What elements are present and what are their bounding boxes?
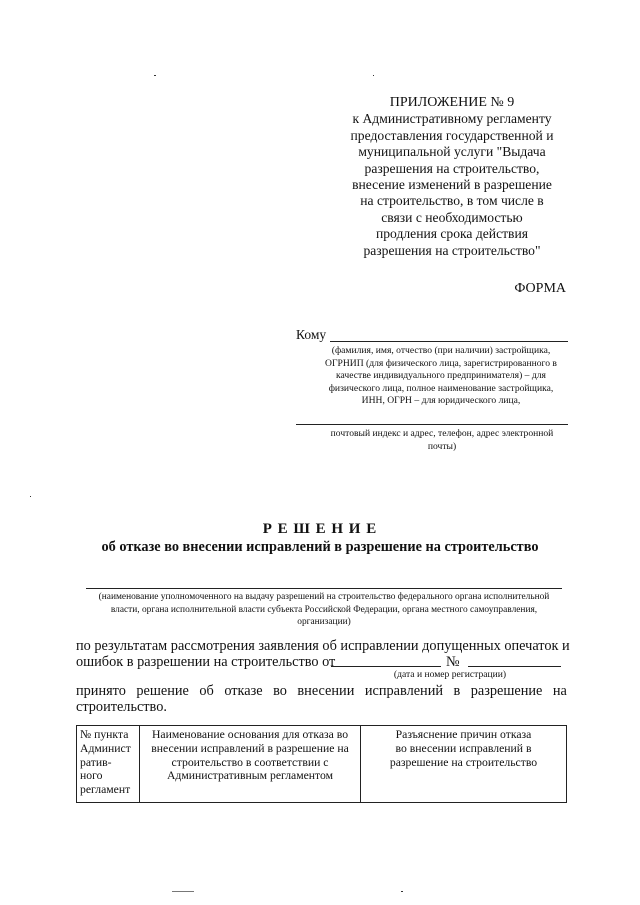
decision-statement (76, 683, 567, 699)
cell-line: Административным регламентом (166, 769, 334, 783)
number-sign: № (446, 654, 460, 670)
cell-line: Админист (80, 741, 131, 755)
decision-subtitle: об отказе во внесении исправлений в разрешение на строительство (101, 539, 539, 555)
scan-mark (401, 891, 403, 892)
recipient-hint-line: (фамилия, имя, отчество (при наличии) застройщика, (331, 345, 551, 356)
cell-line: разрешение на строительство (389, 755, 538, 769)
statement-word: принято (76, 683, 126, 699)
scan-mark (30, 496, 31, 497)
recipient-hint-line: ОГРНИП (для физического лица, зарегистрированного в (325, 357, 557, 369)
recipient-hint-line: ИНН, ОГРН – для юридического лица, (361, 395, 521, 407)
appendix-line: разрешения на строительство" (363, 242, 541, 258)
authority-hint-line: власти, органа исполнительной власти субъекта Российской Федерации, органа местного самоуправления, (110, 604, 538, 615)
cell-line: Разъяснение причин отказа (395, 728, 532, 741)
appendix-line: внесение изменений в разрешение (352, 177, 552, 193)
cell-line: во внесении исправлений в (395, 741, 532, 755)
statement-word: на (552, 683, 567, 699)
refusal-table (76, 725, 567, 803)
table-cell-clause-number (77, 726, 140, 803)
cell-line: Наименование основания для отказа во (151, 728, 349, 741)
statement-word: решение (136, 683, 189, 699)
appendix-line: разрешения на строительство, (364, 160, 540, 176)
cell-line: внесении исправлений в разрешение на (151, 741, 349, 755)
statement-word: разрешение (470, 683, 543, 699)
cell-line: ного (80, 769, 103, 783)
scan-mark (172, 891, 194, 892)
appendix-line: муниципальной услуги "Выдача (358, 144, 546, 160)
address-hint (306, 428, 578, 453)
authority-line[interactable] (86, 572, 562, 589)
statement-line: строительство. (76, 699, 167, 715)
date-field[interactable] (331, 652, 441, 667)
recipient-hint-line: качестве индивидуального предпринимателя) – для (336, 370, 546, 382)
statement-word: в (453, 683, 461, 699)
cell-line: № пункта (80, 728, 129, 741)
paragraph-line: ошибок в разрешении на строительство от (76, 654, 336, 670)
appendix-line: предоставления государственной и (350, 127, 554, 143)
table-cell-explanation (361, 726, 567, 803)
authority-hint-line: (наименование уполномоченного на выдачу разрешений на строительство федерального органа исполнительной (98, 592, 550, 602)
recipient-address-line[interactable] (296, 408, 568, 425)
authority-hint-line: организации) (297, 617, 351, 628)
cell-line: ратив- (80, 755, 112, 769)
authority-hint (76, 591, 572, 629)
appendix-line: на строительство, в том числе в (360, 193, 544, 209)
date-number-hint: (дата и номер регистрации) (393, 669, 507, 680)
appendix-line: продления срока действия (375, 226, 528, 242)
appendix-block (332, 95, 572, 259)
table-cell-refusal-ground (140, 726, 361, 803)
decision-title: Р Е Ш Е Н И Е (262, 521, 378, 537)
number-field[interactable] (468, 652, 561, 667)
cell-line: регламент (80, 783, 131, 797)
statement-word: внесении (297, 683, 355, 699)
appendix-line: к Административному регламенту (352, 111, 552, 127)
scan-mark (154, 75, 156, 76)
address-hint-line: почтовый индекс и адрес, телефон, адрес электронной (330, 428, 554, 439)
recipient-label: Кому (296, 327, 327, 342)
paragraph-line: по результатам рассмотрения заявления об исправлении допущенных опечаток и (76, 638, 570, 654)
statement-word: исправлений (364, 683, 443, 699)
address-hint-line: почты) (427, 440, 457, 452)
cell-line: строительство в соответствии с (171, 755, 329, 769)
statement-word: во (273, 683, 287, 699)
recipient-hint (300, 345, 582, 408)
statement-word: об (199, 683, 214, 699)
form-label: ФОРМА (514, 281, 566, 296)
appendix-title: ПРИЛОЖЕНИЕ № 9 (389, 95, 515, 110)
recipient-name-line[interactable] (330, 325, 568, 342)
recipient-hint-line: физического лица, полное наименование застройщика, (328, 382, 554, 394)
statement-word: отказе (224, 683, 263, 699)
scan-mark (373, 75, 374, 76)
appendix-line: связи с необходимостью (381, 209, 523, 225)
table-row (77, 726, 567, 803)
